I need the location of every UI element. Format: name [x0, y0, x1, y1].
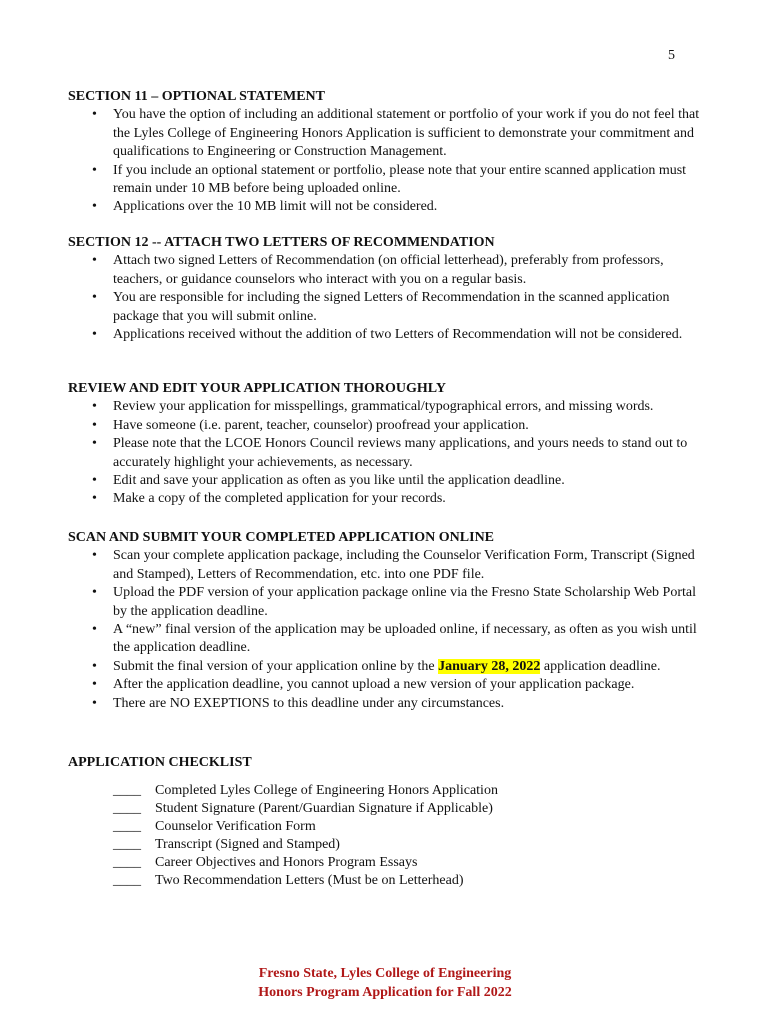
section-heading: REVIEW AND EDIT YOUR APPLICATION THOROUGHLY [68, 381, 446, 396]
list-item: • Upload the PDF version of your application package online via the Fresno State Scholarship Web Portal by the application deadline. [92, 585, 696, 619]
checklist-items [68, 782, 708, 890]
list-item: • Please note that the LCOE Honors Council reviews many applications, and yours needs to stand out to accurately highlight your achievements, as necessary. [92, 436, 688, 470]
list-item: • A “new” final version of the application may be uploaded online, if necessary, as often as you wish until the application deadline. [92, 622, 697, 656]
bullet-icon: • [92, 473, 97, 489]
list-item: • You are responsible for including the signed Letters of Recommendation in the scanned application package that you will submit online. [92, 290, 670, 324]
bullet-list [68, 547, 708, 713]
bullet-icon: • [92, 290, 97, 306]
bullet-icon: • [92, 253, 97, 269]
section-scan-and-submit [68, 529, 708, 754]
checkbox-blank: ____ [113, 837, 141, 853]
checkbox-blank: ____ [113, 819, 141, 835]
checklist-item: ____ Two Recommendation Letters (Must be on Letterhead) [113, 873, 464, 889]
list-item: • After the application deadline, you cannot upload a new version of your application package. [68, 676, 708, 694]
bullet-icon: • [92, 585, 97, 601]
section-review-and-edit [68, 380, 708, 529]
list-item: • If you include an optional statement or portfolio, please note that your entire scanned application must remain under 10 MB before being uploaded online. [92, 162, 687, 197]
application-checklist [68, 754, 708, 890]
bullet-list [68, 252, 708, 344]
list-item: • There are NO EXEPTIONS to this deadline under any circumstances. [68, 695, 708, 713]
section-heading: SCAN AND SUBMIT YOUR COMPLETED APPLICATION ONLINE [68, 530, 495, 545]
section-optional-statement [68, 88, 708, 234]
document-body [68, 88, 708, 890]
list-item: • Scan your complete application package, including the Counselor Verification Form, Transcript (Signed and Stamped), Letters of Recommendation, etc. into one PDF file. [92, 548, 695, 582]
bullet-list [68, 398, 708, 508]
checkbox-blank: ____ [113, 783, 141, 799]
bullet-icon: • [92, 327, 97, 343]
list-item: • Attach two signed Letters of Recommendation (on official letterhead), preferably from professors, teachers, or guidance counselors who interact with you on a regular basis. [92, 253, 664, 287]
page-footer [0, 965, 770, 1002]
checklist-item: ____ Career Objectives and Honors Program Essays [113, 855, 418, 871]
checklist-item: ____ Student Signature (Parent/Guardian Signature if Applicable) [113, 801, 493, 817]
footer-line-1: Fresno State, Lyles College of Engineering [258, 966, 512, 981]
list-item: • Edit and save your application as often as you like until the application deadline. [68, 472, 708, 490]
checklist-item: ____ Transcript (Signed and Stamped) [113, 837, 340, 853]
checklist-item: ____ Counselor Verification Form [113, 819, 316, 835]
bullet-icon: • [92, 107, 97, 123]
list-item: • You have the option of including an additional statement or portfolio of your work if you do not feel that the Lyles College of Engineering Honors Application is sufficient to demonstrate your commitment and qualifications to Engineering or Construction Management. [92, 107, 700, 160]
checkbox-blank: ____ [113, 801, 141, 817]
list-item: • Applications received without the addition of two Letters of Recommendation will not be considered. [68, 326, 708, 344]
checklist-heading: APPLICATION CHECKLIST [68, 755, 252, 770]
bullet-icon: • [92, 677, 97, 693]
checkbox-blank: ____ [113, 873, 141, 889]
bullet-icon: • [92, 417, 97, 433]
page-number: 5 [668, 48, 675, 63]
bullet-icon: • [92, 622, 97, 638]
bullet-icon: • [92, 162, 97, 178]
bullet-icon: • [92, 199, 97, 215]
footer-line-2: Honors Program Application for Fall 2022 [258, 984, 512, 1000]
bullet-list [68, 106, 708, 216]
section-heading: SECTION 11 – OPTIONAL STATEMENT [68, 89, 325, 104]
section-heading: SECTION 12 -- ATTACH TWO LETTERS OF RECOMMENDATION [68, 235, 495, 250]
deadline-list-item: • Submit the final version of your application online by the January 28, 2022 application deadline. [68, 658, 708, 676]
bullet-icon: • [92, 491, 97, 507]
bullet-icon: • [92, 658, 97, 674]
highlighted-deadline: January 28, 2022 [438, 658, 541, 674]
bullet-icon: • [92, 399, 97, 415]
checklist-item: ____ Completed Lyles College of Engineering Honors Application [113, 783, 498, 799]
list-item: • Make a copy of the completed application for your records. [68, 490, 708, 508]
section-letters-of-recommendation [68, 234, 708, 380]
list-item: • Have someone (i.e. parent, teacher, counselor) proofread your application. [68, 417, 708, 435]
checkbox-blank: ____ [113, 855, 141, 871]
bullet-icon: • [92, 436, 97, 452]
bullet-icon: • [92, 548, 97, 564]
bullet-icon: • [92, 695, 97, 711]
list-item: • Applications over the 10 MB limit will not be considered. [68, 198, 708, 216]
list-item: • Review your application for misspellings, grammatical/typographical errors, and missing words. [68, 398, 708, 416]
